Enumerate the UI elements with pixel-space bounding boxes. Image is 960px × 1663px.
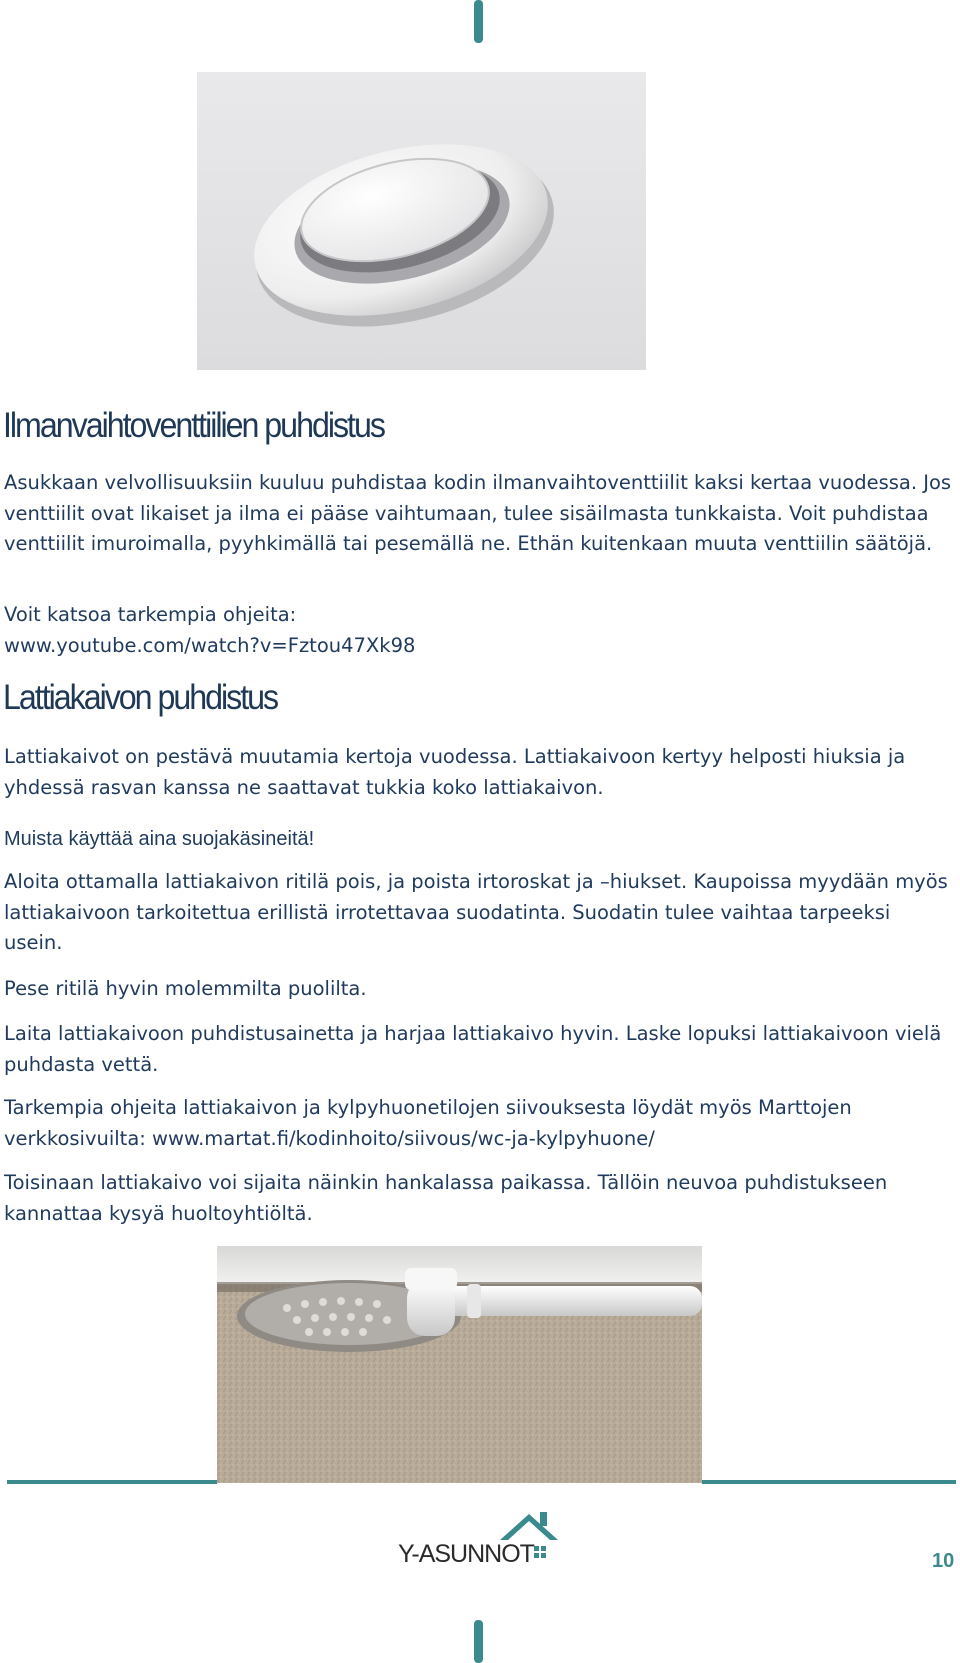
footer-rule-right [702, 1480, 956, 1484]
logo-wordmark: Y-ASUNNOT [398, 1540, 534, 1568]
y-asunnot-logo [398, 1510, 568, 1576]
ventilation-paragraph: Asukkaan velvollisuuksiin kuuluu puhdistaa kodin ilmanvaihtoventtiilit kaksi kertaa vuodessa. Jos venttiilit ovat likaiset ja ilma ei pääse vaihtumaan, tulee sisäilmasta tunkkaista. Voit puhdistaa venttiilit imuroimalla, pyyhkimällä tai pesemällä ne. Ethän kuitenkaan muuta venttiilin säätöjä. [4, 471, 952, 555]
floor-drain-intro: Lattiakaivot on pestävä muutamia kertoja vuodessa. Lattiakaivoon kertyy helposti hiuksia ja yhdessä rasvan kanssa ne saattavat tukkia koko lattiakaivon. [4, 745, 906, 799]
footer-rule-left [7, 1480, 217, 1484]
ventilation-valve-photo [197, 72, 646, 370]
page-number: 10 [932, 1550, 955, 1572]
step-clean-drain: Laita lattiakaivoon puhdistusainetta ja harjaa lattiakaivo hyvin. Laske lopuksi lattiakaivoon vielä puhdasta vettä. [4, 1022, 942, 1076]
step-wash-grate: Pese ritilä hyvin molemmilta puolilta. [4, 977, 367, 1000]
bottom-page-marker [474, 1620, 483, 1663]
step-remove-grate: Aloita ottamalla lattiakaivon ritilä pois, ja poista irtoroskat ja –hiukset. Kaupoissa myydään myös lattiakaivoon tarkoitettua erillistä irrotettavaa suodatinta. Suodatin tulee vaihtaa tarpeeksi usein. [4, 870, 948, 954]
martat-more-info: Tarkempia ohjeita lattiakaivon ja kylpyhuonetilojen siivouksesta löydät myös Marttojen verkkosivuilta: www.martat.fi/kodinhoito/siivous/wc-ja-kylpyhuone/ [4, 1096, 852, 1150]
top-page-marker [474, 0, 483, 43]
floor-drain-photo [217, 1246, 702, 1483]
gloves-warning: Muista käyttää aina suojakäsineitä! [4, 828, 315, 850]
section-heading-ventilation: Ilmanvaihtoventtiilien puhdistus [3, 406, 384, 445]
ventilation-link-block [4, 600, 954, 661]
link-intro: Voit katsoa tarkempia ohjeita: [4, 603, 297, 626]
youtube-link[interactable]: www.youtube.com/watch?v=Fztou47Xk98 [4, 633, 416, 657]
section-heading-floor-drain: Lattiakaivon puhdistus [3, 678, 278, 717]
awkward-location-note: Toisinaan lattiakaivo voi sijaita näinkin hankalassa paikassa. Tällöin neuvoa puhdistukseen kannattaa kysyä huoltoyhtiöltä. [4, 1171, 888, 1225]
